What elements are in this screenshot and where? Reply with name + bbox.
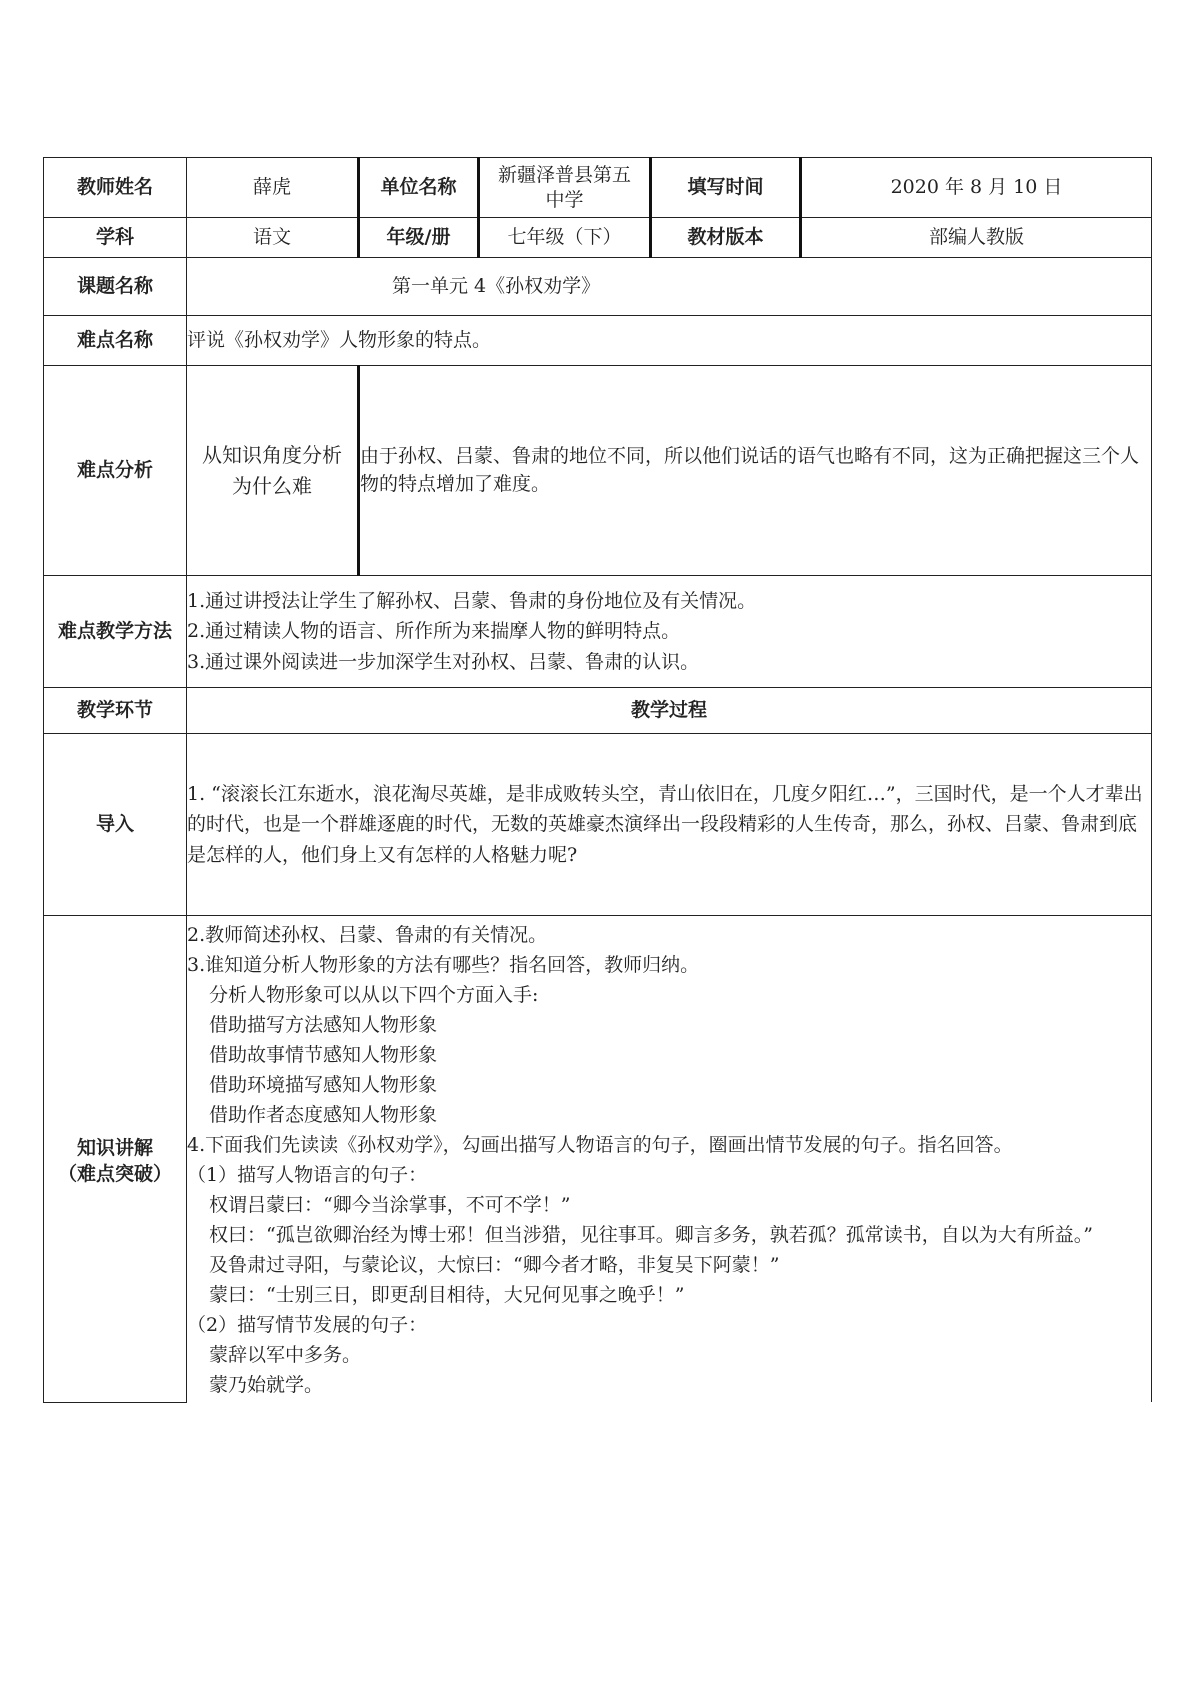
knowledge-label-line1: 知识讲解	[76, 1137, 153, 1160]
topic-row	[44, 258, 1152, 316]
knowledge-line: 借助作者态度感知人物形象	[209, 1104, 438, 1127]
methods-label: 难点教学方法	[44, 576, 187, 688]
knowledge-row	[44, 916, 1152, 1403]
topic-label: 课题名称	[44, 258, 187, 316]
method-item-3: 3.通过课外阅读进一步加深学生对孙权、吕蒙、鲁肃的认识。	[187, 650, 700, 673]
knowledge-line: 借助环境描写感知人物形象	[209, 1074, 438, 1097]
analysis-sub-label-line2: 为什么难	[232, 473, 312, 498]
unit-value	[479, 158, 651, 218]
knowledge-line: 3.谁知道分析人物形象的方法有哪些？指名回答，教师归纳。	[187, 954, 700, 977]
topic-value: 第一单元 4《孙权劝学》	[187, 258, 1152, 316]
unit-label: 单位名称	[359, 158, 479, 218]
analysis-sub-label	[187, 366, 359, 576]
intro-text: 1. “滚滚长江东逝水，浪花淘尽英雄，是非成败转头空，青山依旧在，几度夕阳红…”，三国时代，是一个人才辈出的时代，也是一个群雄逐鹿的时代，无数的英雄豪杰演绎出一段段精彩的人生传奇，那么，孙权、吕蒙、鲁肃到底是怎样的人，他们身上又有怎样的人格魅力呢?	[187, 734, 1152, 916]
subject-value: 语文	[187, 218, 359, 258]
knowledge-line: 分析人物形象可以从以下四个方面入手:	[209, 984, 539, 1007]
edition-label: 教材版本	[651, 218, 801, 258]
unit-value-line2: 中学	[545, 188, 584, 211]
date-value: 2020 年 8 月 10 日	[801, 158, 1152, 218]
teacher-value: 薛虎	[187, 158, 359, 218]
knowledge-lines	[187, 920, 1151, 1400]
process-title: 教学过程	[187, 688, 1152, 734]
intro-label: 导入	[44, 734, 187, 916]
teacher-label: 教师姓名	[44, 158, 187, 218]
methods-list	[187, 576, 1152, 688]
unit-value-line1: 新疆泽普县第五	[497, 163, 631, 186]
difficulty-row	[44, 316, 1152, 366]
difficulty-value: 评说《孙权劝学》人物形象的特点。	[187, 316, 1152, 366]
process-header-row	[44, 688, 1152, 734]
method-item-1: 1.通过讲授法让学生了解孙权、吕蒙、鲁肃的身份地位及有关情况。	[187, 590, 757, 613]
grade-value: 七年级（下）	[479, 218, 651, 258]
knowledge-line: 及鲁肃过寻阳，与蒙论议，大惊曰：“卿今者才略，非复吴下阿蒙！”	[209, 1254, 780, 1277]
knowledge-line: 蒙乃始就学。	[209, 1374, 324, 1397]
knowledge-line: 借助故事情节感知人物形象	[209, 1044, 438, 1067]
knowledge-line: 2.教师简述孙权、吕蒙、鲁肃的有关情况。	[187, 924, 548, 946]
knowledge-line: 权谓吕蒙曰：“卿今当涂掌事，不可不学！”	[209, 1194, 571, 1217]
difficulty-label: 难点名称	[44, 316, 187, 366]
lesson-plan-table	[43, 157, 1152, 1403]
knowledge-line: （2）描写情节发展的句子：	[187, 1314, 428, 1337]
method-item-2: 2.通过精读人物的语言、所作所为来揣摩人物的鲜明特点。	[187, 620, 681, 643]
knowledge-line: 借助描写方法感知人物形象	[209, 1014, 438, 1037]
knowledge-line: 蒙曰：“士别三日，即更刮目相待，大兄何见事之晚乎！”	[209, 1284, 685, 1307]
knowledge-line: 4.下面我们先读读《孙权劝学》，勾画出描写人物语言的句子，圈画出情节发展的句子。指名回答。	[187, 1134, 1013, 1157]
grade-label: 年级/册	[359, 218, 479, 258]
process-stage-label: 教学环节	[44, 688, 187, 734]
analysis-row	[44, 366, 1152, 576]
analysis-sub-label-line1: 从知识角度分析	[202, 442, 342, 467]
header-row-1	[44, 158, 1152, 218]
knowledge-label	[44, 916, 187, 1403]
knowledge-content	[187, 916, 1152, 1403]
knowledge-line: 蒙辞以军中多务。	[209, 1344, 362, 1367]
subject-label: 学科	[44, 218, 187, 258]
analysis-text: 由于孙权、吕蒙、鲁肃的地位不同，所以他们说话的语气也略有不同，这为正确把握这三个人物的特点增加了难度。	[359, 366, 1152, 576]
knowledge-label-line2: （难点突破）	[57, 1162, 172, 1185]
edition-value: 部编人教版	[801, 218, 1152, 258]
knowledge-line: （1）描写人物语言的句子：	[187, 1164, 428, 1187]
intro-row	[44, 734, 1152, 916]
methods-row	[44, 576, 1152, 688]
knowledge-line: 权曰：“孤岂欲卿治经为博士邪！但当涉猎，见往事耳。卿言多务，孰若孤？孤常读书，自以为大有所益。”	[209, 1224, 1093, 1247]
header-row-2	[44, 218, 1152, 258]
analysis-label: 难点分析	[44, 366, 187, 576]
date-label: 填写时间	[651, 158, 801, 218]
